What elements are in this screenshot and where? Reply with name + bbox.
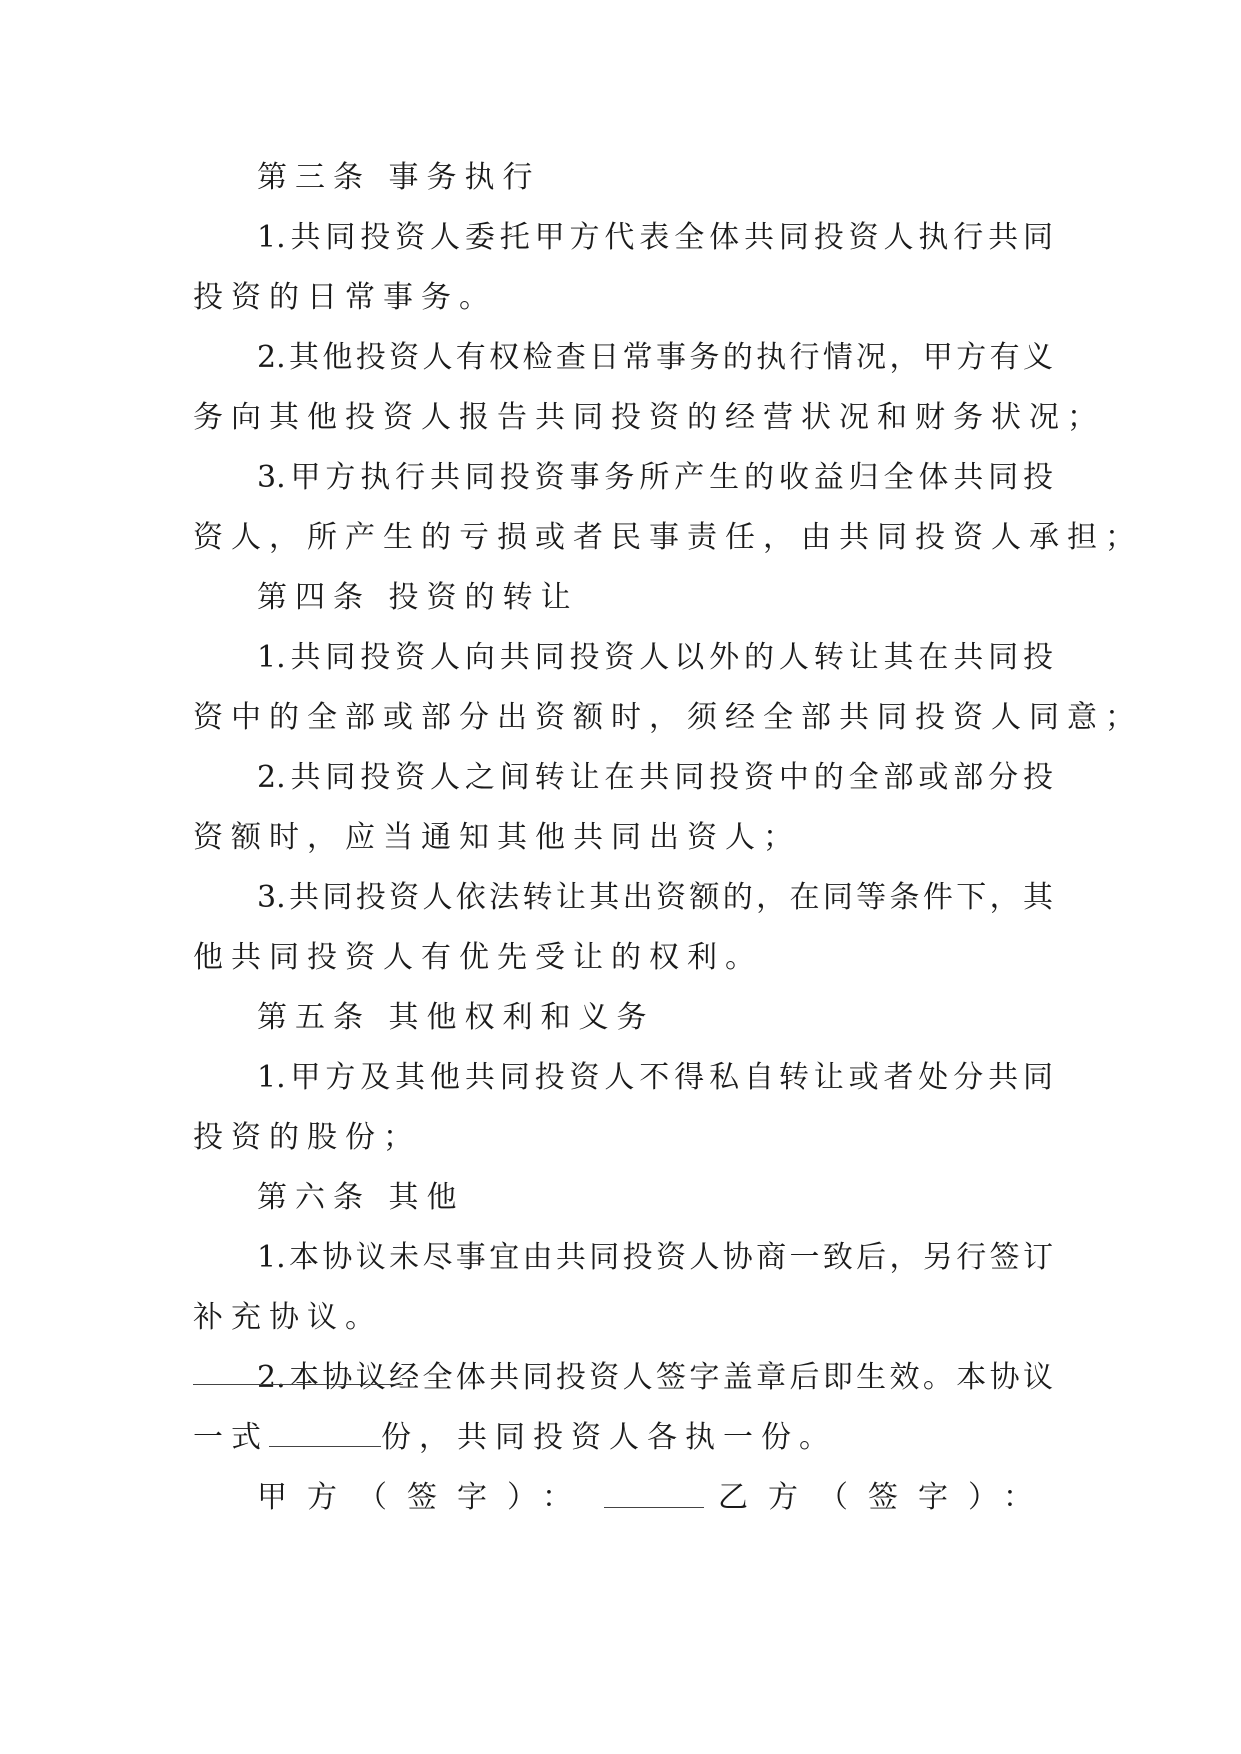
article-3-item-1-line-1: 1.共同投资人委托甲方代表全体共同投资人执行共同 [257, 220, 1053, 255]
document-page [193, 148, 1143, 1528]
copies-blank [269, 1422, 381, 1447]
signature-row [193, 1468, 1053, 1528]
article-4-item-1-line-1: 1.共同投资人向共同投资人以外的人转让其在共同投 [257, 640, 1053, 675]
article-3-item-1-line-2: 投资的日常事务。 [193, 280, 497, 315]
copies-suffix: 份，共同投资人各执一份。 [381, 1420, 837, 1455]
article-6-heading: 第六条 其他 [257, 1180, 465, 1215]
article-4-item-2-line-1: 2.共同投资人之间转让在共同投资中的全部或部分投 [257, 760, 1053, 795]
article-5-heading: 第五条 其他权利和义务 [257, 1000, 655, 1035]
party-b-signature-blank [193, 1384, 403, 1385]
article-4-heading: 第四条 投资的转让 [257, 580, 579, 615]
party-a-signature-label: 甲方（签字）： [257, 1480, 592, 1515]
copies-prefix: 一式 [193, 1420, 269, 1455]
article-3-heading: 第三条 事务执行 [257, 160, 541, 195]
article-6-item-2-line-2 [193, 1408, 1053, 1468]
party-a-signature-blank [604, 1481, 704, 1508]
party-b-signature-label: 乙方（签字）： [718, 1480, 1053, 1515]
article-4-item-3-line-2: 他共同投资人有优先受让的权利。 [193, 940, 763, 975]
article-4-item-2-line-2: 资额时，应当通知其他共同出资人； [193, 820, 801, 855]
article-4-item-1-line-2: 资中的全部或部分出资额时，须经全部共同投资人同意； [193, 700, 1143, 735]
article-3-item-2-line-1: 2.其他投资人有权检查日常事务的执行情况，甲方有义 [257, 340, 1053, 375]
article-5-item-1-line-2: 投资的股份； [193, 1120, 421, 1155]
article-5-item-1-line-1: 1.甲方及其他共同投资人不得私自转让或者处分共同 [257, 1060, 1053, 1095]
article-6-item-1-line-2: 补充协议。 [193, 1300, 383, 1335]
article-6-item-2-line-1: 2.本协议经全体共同投资人签字盖章后即生效。本协议 [257, 1360, 1053, 1395]
article-3-item-3-line-1: 3.甲方执行共同投资事务所产生的收益归全体共同投 [257, 460, 1053, 495]
article-6-item-1-line-1: 1.本协议未尽事宜由共同投资人协商一致后，另行签订 [257, 1240, 1053, 1275]
article-4-item-3-line-1: 3.共同投资人依法转让其出资额的，在同等条件下，其 [257, 880, 1053, 915]
article-3-item-2-line-2: 务向其他投资人报告共同投资的经营状况和财务状况； [193, 400, 1105, 435]
article-3-item-3-line-2: 资人，所产生的亏损或者民事责任，由共同投资人承担； [193, 520, 1143, 555]
